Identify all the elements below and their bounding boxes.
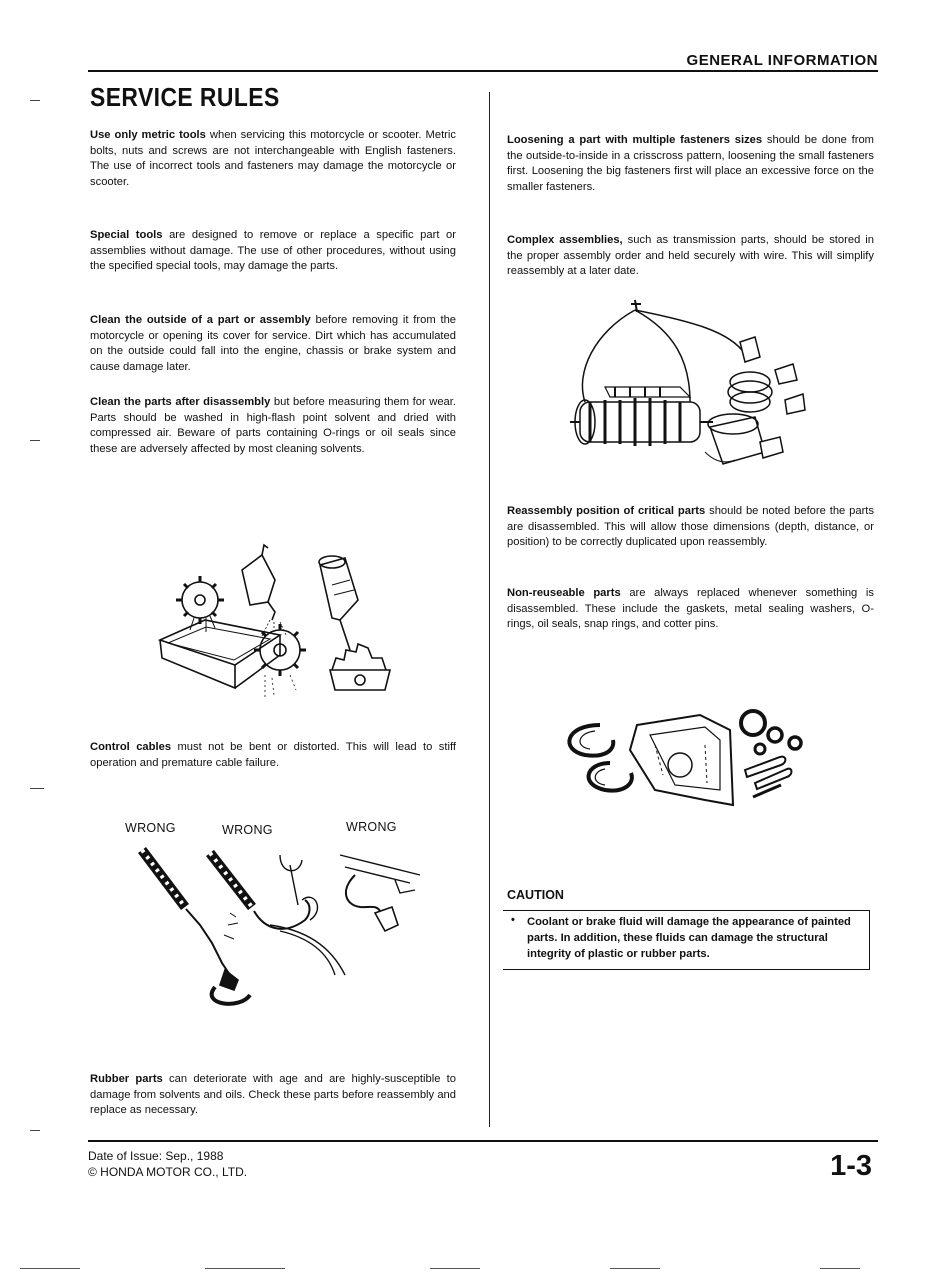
control-cables-illustration — [130, 835, 430, 1010]
cleaning-parts-illustration — [150, 540, 400, 710]
paragraph-body: such as transmission parts, should be stored in the proper assembly order and held securely with wire. This will simplify reassembly at a later date. — [507, 234, 874, 278]
paragraph-loosening-fasteners — [507, 133, 874, 195]
copyright: © HONDA MOTOR CO., LTD. — [88, 1165, 248, 1179]
paragraph-lead: Rubber parts — [90, 1073, 163, 1085]
paragraph-body: are always replaced whenever something is disassembled. These include the gaskets, metal sealing washers, O-rings, oil seals, snap rings, and cotter pins. — [507, 587, 874, 631]
paragraph-lead: Clean the outside of a part or assembly — [90, 314, 311, 326]
margin-mark — [30, 788, 44, 789]
non-reuseable-parts-illustration — [555, 705, 825, 820]
paragraph-body: are designed to remove or replace a specific part or assemblies without damage. The use of other procedures, without using the specified special tools, may damage the parts. — [90, 229, 456, 273]
paragraph-complex-assemblies — [507, 233, 874, 280]
paragraph-body: should be noted before the parts are disassembled. This will allow those dimensions (depth, distance, or position) to be correctly duplicated upon reassembly. — [507, 505, 874, 549]
bottom-rule — [88, 1140, 878, 1142]
section-header: GENERAL INFORMATION — [686, 52, 878, 69]
paragraph-lead: Special tools — [90, 229, 163, 241]
issue-date: Date of Issue: Sep., 1988 — [88, 1149, 224, 1163]
paragraph-body: must not be bent or distorted. This will lead to stiff operation and premature cable failure. — [90, 741, 456, 769]
paragraph-lead: Clean the parts after disassembly — [90, 396, 271, 408]
paragraph-special-tools — [90, 228, 456, 275]
paragraph-body: can deteriorate with age and are highly-susceptible to damage from solvents and oils. Check these parts before reassembly and replace as necessary. — [90, 1073, 457, 1117]
paragraph-lead: Use only metric tools — [90, 129, 206, 141]
top-rule — [88, 70, 878, 72]
paragraph-lead: Complex assemblies, — [507, 234, 623, 246]
paragraph-control-cables — [90, 740, 456, 771]
scan-mark — [205, 1268, 285, 1269]
paragraph-body: should be done from the outside-to-inside in a crisscross pattern, loosening the small fasteners first. Loosening the big fasteners first will place an excessive force on the smaller fasteners. — [507, 134, 874, 193]
paragraph-non-reuseable-parts — [507, 586, 874, 633]
wrong-label: WRONG — [222, 823, 273, 837]
caution-title: CAUTION — [507, 888, 564, 902]
margin-mark — [30, 440, 40, 441]
page-number: 1-3 — [830, 1150, 872, 1182]
paragraph-lead: Reassembly position of critical parts — [507, 505, 706, 517]
caution-text: Coolant or brake fluid will damage the appearance of painted parts. In addition, these fluids can damage the structural integrity of plastic or rubber parts. — [527, 916, 851, 960]
wrong-label: WRONG — [346, 820, 397, 834]
paragraph-rubber-parts — [90, 1072, 456, 1119]
footer-info — [88, 1148, 247, 1180]
paragraph-body: but before measuring them for wear. Parts should be washed in high-flash point solvent and dried with compressed air. Beware of parts containing O-rings or oil seals since these are adversely affected by most cleaning solvents. — [90, 396, 456, 455]
paragraph-body: before removing it from the motorcycle or opening its cover for service. Dirt which has accumulated on the outside could fall into the engine, chassis or brake system and cause damage later. — [90, 314, 457, 373]
paragraph-lead: Non-reuseable parts — [507, 587, 621, 599]
margin-mark — [30, 100, 40, 101]
wrong-label: WRONG — [125, 821, 176, 835]
paragraph-clean-parts — [90, 395, 456, 457]
column-divider — [489, 92, 490, 1127]
wired-assembly-illustration — [565, 292, 815, 477]
paragraph-lead: Loosening a part with multiple fasteners sizes — [507, 134, 763, 146]
scan-mark — [610, 1268, 660, 1269]
scan-mark — [820, 1268, 860, 1269]
paragraph-reassembly-position — [507, 504, 874, 551]
paragraph-lead: Control cables — [90, 741, 172, 753]
page-title: SERVICE RULES — [90, 82, 280, 112]
scan-mark — [20, 1268, 80, 1269]
paragraph-clean-outside — [90, 313, 456, 375]
paragraph-body: when servicing this motorcycle or scooter. Metric bolts, nuts and screws are not interchangeable with English fasteners. The use of incorrect tools and fasteners may damage the motorcycle or scooter. — [90, 129, 456, 188]
scan-mark — [430, 1268, 480, 1269]
paragraph-metric-tools — [90, 128, 456, 190]
caution-bullet: • — [511, 914, 515, 926]
margin-mark — [30, 1130, 40, 1131]
